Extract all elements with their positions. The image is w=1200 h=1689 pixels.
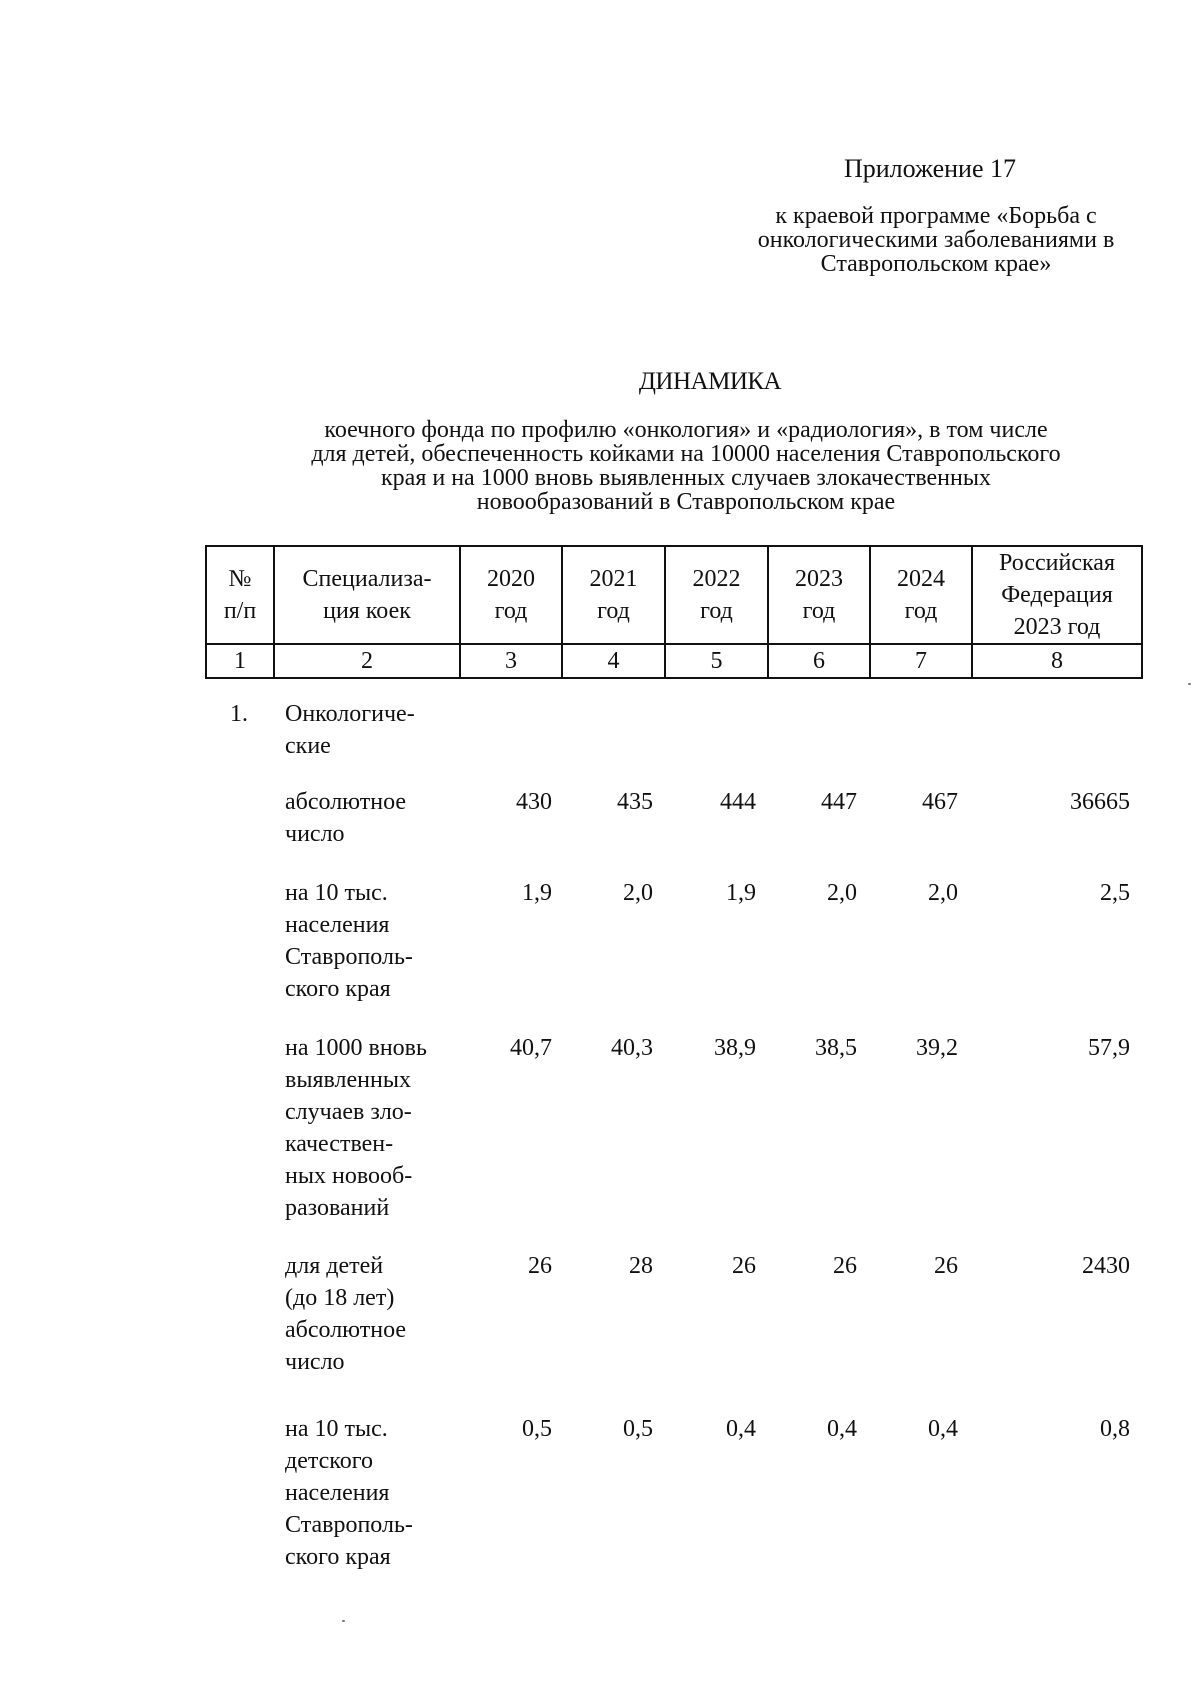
scan-speck (342, 1620, 345, 1622)
cell-value: 2,0 (827, 880, 857, 906)
column-number-cell: 6 (768, 644, 870, 678)
cell-value: 26 (732, 1253, 756, 1279)
cell-value: 430 (516, 789, 552, 815)
cell-value: 0,4 (928, 1416, 958, 1442)
section-name: Онкологиче- ские (285, 701, 415, 759)
header-cell: 2022 год (665, 546, 768, 644)
cell-value: 2,5 (1100, 880, 1130, 906)
cell-value: 1,9 (522, 880, 552, 906)
header-row (206, 546, 1142, 644)
cell-value: 57,9 (1088, 1035, 1130, 1061)
row-label: для детей (до 18 лет) абсолютное число (285, 1253, 407, 1375)
column-number-cell: 2 (274, 644, 460, 678)
cell-value: 2,0 (623, 880, 653, 906)
header-cell: 2023 год (768, 546, 870, 644)
cell-value: 2430 (1082, 1253, 1130, 1279)
cell-value: 2,0 (928, 880, 958, 906)
cell-value: 0,5 (522, 1416, 552, 1442)
section-number: 1. (230, 701, 248, 727)
appendix-number: Приложение 17 (843, 154, 1017, 183)
cell-value: 0,4 (726, 1416, 756, 1442)
header-cell: № п/п (206, 546, 274, 644)
cell-value: 435 (617, 789, 653, 815)
row-label: абсолютное число (285, 789, 407, 847)
column-number-row (206, 644, 1142, 678)
document-subtitle: коечного фонда по профилю «онкология» и «радиология», в том числе для детей, обеспеченность койками на 10000 населения Ставропольского края и на 1000 вновь выявленных случаев злокачественных новообразований в Ставропольском крае (311, 417, 1061, 515)
cell-value: 447 (821, 789, 857, 815)
header-cell: 2024 год (870, 546, 972, 644)
scan-speck (1188, 683, 1191, 685)
header-cell: 2021 год (562, 546, 665, 644)
column-number-cell: 4 (562, 644, 665, 678)
column-number-cell: 3 (460, 644, 562, 678)
cell-value: 467 (922, 789, 958, 815)
cell-value: 38,5 (815, 1035, 857, 1061)
column-number-cell: 8 (972, 644, 1142, 678)
cell-value: 1,9 (726, 880, 756, 906)
header-cell: Российская Федерация 2023 год (972, 546, 1142, 644)
cell-value: 26 (833, 1253, 857, 1279)
cell-value: 0,8 (1100, 1416, 1130, 1442)
cell-value: 0,4 (827, 1416, 857, 1442)
row-label: на 10 тыс. населения Ставрополь- ского края (285, 880, 413, 1002)
row-label: на 1000 вновь выявленных случаев зло- качествен- ных новооб- разований (285, 1035, 427, 1221)
column-number-cell: 1 (206, 644, 274, 678)
cell-value: 36665 (1070, 789, 1130, 815)
table-header (205, 545, 1143, 679)
column-number-cell: 7 (870, 644, 972, 678)
cell-value: 444 (720, 789, 756, 815)
cell-value: 40,3 (611, 1035, 653, 1061)
cell-value: 38,9 (714, 1035, 756, 1061)
row-label: на 10 тыс. детского населения Ставрополь- ского края (285, 1416, 413, 1570)
cell-value: 40,7 (510, 1035, 552, 1061)
cell-value: 39,2 (916, 1035, 958, 1061)
appendix-program-reference: к краевой программе «Борьба с онкологическими заболеваниями в Ставропольском крае» (757, 203, 1115, 277)
cell-value: 0,5 (623, 1416, 653, 1442)
document-title: ДИНАМИКА (638, 368, 782, 395)
header-cell: Специализа- ция коек (274, 546, 460, 644)
cell-value: 26 (528, 1253, 552, 1279)
column-number-cell: 5 (665, 644, 768, 678)
cell-value: 28 (629, 1253, 653, 1279)
cell-value: 26 (934, 1253, 958, 1279)
header-cell: 2020 год (460, 546, 562, 644)
